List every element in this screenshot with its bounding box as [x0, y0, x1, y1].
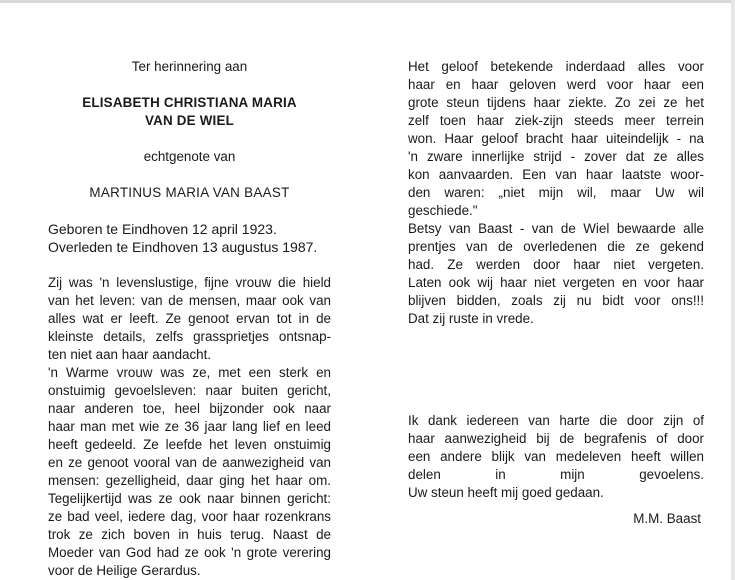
text-line: 'n zware innerlijke strijd - zover dat ze alles — [408, 149, 704, 164]
text-line: alles wat er leeft. Ze genoot ervan tot in de — [48, 311, 331, 326]
text-line: kleinste details, zelfs grassprietjes ontsnap- — [48, 329, 331, 344]
text-line: prentjes van de overledenen die ze gekend — [408, 239, 704, 254]
life-paragraph-1 — [48, 274, 331, 364]
text-line: Uw steun heeft mij goed gedaan. — [408, 485, 604, 500]
text-line: den waren: „niet mijn wil, maar Uw wil — [408, 185, 704, 200]
text-line: geschiede." — [408, 203, 478, 218]
intro-text: Ter herinnering aan — [131, 59, 248, 74]
text-line: Moeder van God had ze ook 'n grote verering — [48, 545, 331, 560]
text-line: won. Haar geloof bracht haar uiteindelijk - na — [408, 131, 704, 146]
left-column — [48, 58, 331, 580]
life-paragraph-2 — [48, 364, 331, 580]
thanks-paragraph — [408, 412, 704, 502]
text-line: ten niet aan haar aandacht. — [48, 347, 212, 362]
text-line: Zij was 'n levenslustige, fijne vrouw die hield — [48, 275, 331, 290]
text-line: haar man met wie ze 36 jaar lang lief en leed — [48, 419, 331, 434]
text-line: Betsy van Baast - van de Wiel bewaarde alle — [408, 221, 704, 236]
card-top-edge — [0, 0, 735, 3]
text-line: Dat zij ruste in vrede. — [408, 311, 534, 326]
text-line: haar aanwezigheid bij de begrafenis of door — [408, 431, 704, 446]
text-line: voor de Heilige Gerardus. — [48, 563, 201, 578]
text-line: 'n Warme vrouw was ze, met een sterk en — [48, 365, 331, 380]
text-line: mensen: gezelligheid, daar ging het haar om. — [48, 473, 331, 488]
right-column — [408, 58, 704, 328]
text-line: had. Ze werden door haar niet vergeten. — [408, 257, 704, 272]
text-line: haar en haar geloven werd voor haar een — [408, 77, 704, 92]
text-line: Het geloof betekende inderdaad alles voor — [408, 59, 704, 74]
text-line: een andere blijk van medeleven heeft willen — [408, 449, 704, 464]
text-line: Tegelijkertijd was ze ook naar binnen gericht: — [48, 491, 331, 506]
spouse-name: MARTINUS MARIA VAN BAAST — [89, 185, 290, 200]
text-line: Laten ook wij haar niet vergeten en voor haar — [408, 275, 704, 290]
text-line: grote steun tijdens haar ziekte. Zo zei ze het — [408, 95, 704, 110]
text-line: delen in mijn gevoelens. — [408, 467, 704, 482]
spouse-label: echtgenote van — [143, 149, 236, 164]
text-line: heeft gedeeld. Ze leefde het leven onstuimig — [48, 437, 331, 452]
deceased-name-line2: VAN DE WIEL — [145, 113, 234, 128]
text-line: blijven bidden, zoals zij nu bidt voor ons!!! — [408, 293, 704, 308]
deceased-name-line1: ELISABETH CHRISTIANA MARIA — [82, 95, 297, 110]
faith-paragraph — [408, 58, 704, 220]
text-line: Ik dank iedereen van harte die door zijn of — [408, 413, 704, 428]
text-line: zelf toen haar ziek-zijn steeds meer terrein — [408, 113, 704, 128]
text-line: onstuimig gevoelsleven: naar buiten gericht, — [48, 383, 331, 398]
birth-line: Geboren te Eindhoven 12 april 1923. — [48, 221, 277, 237]
text-line: ze bad veel, iedere dag, voor haar rozenkrans — [48, 509, 331, 524]
text-line: naar anderen toe, heel bijzonder ook naar — [48, 401, 331, 416]
signature: M.M. Baast — [633, 511, 701, 526]
text-line: van het leven: van de mensen, maar ook van — [48, 293, 331, 308]
death-line: Overleden te Eindhoven 13 augustus 1987. — [48, 239, 318, 255]
card-right-edge — [731, 0, 735, 580]
text-line: trok ze zich boven in huis terug. Naast de — [48, 527, 331, 542]
remembrance-paragraph — [408, 220, 704, 328]
text-line: kon aanvaarden. Een van haar laatste woor- — [408, 167, 704, 182]
text-line: en ze genoot vooral van de aanwezigheid van — [48, 455, 331, 470]
